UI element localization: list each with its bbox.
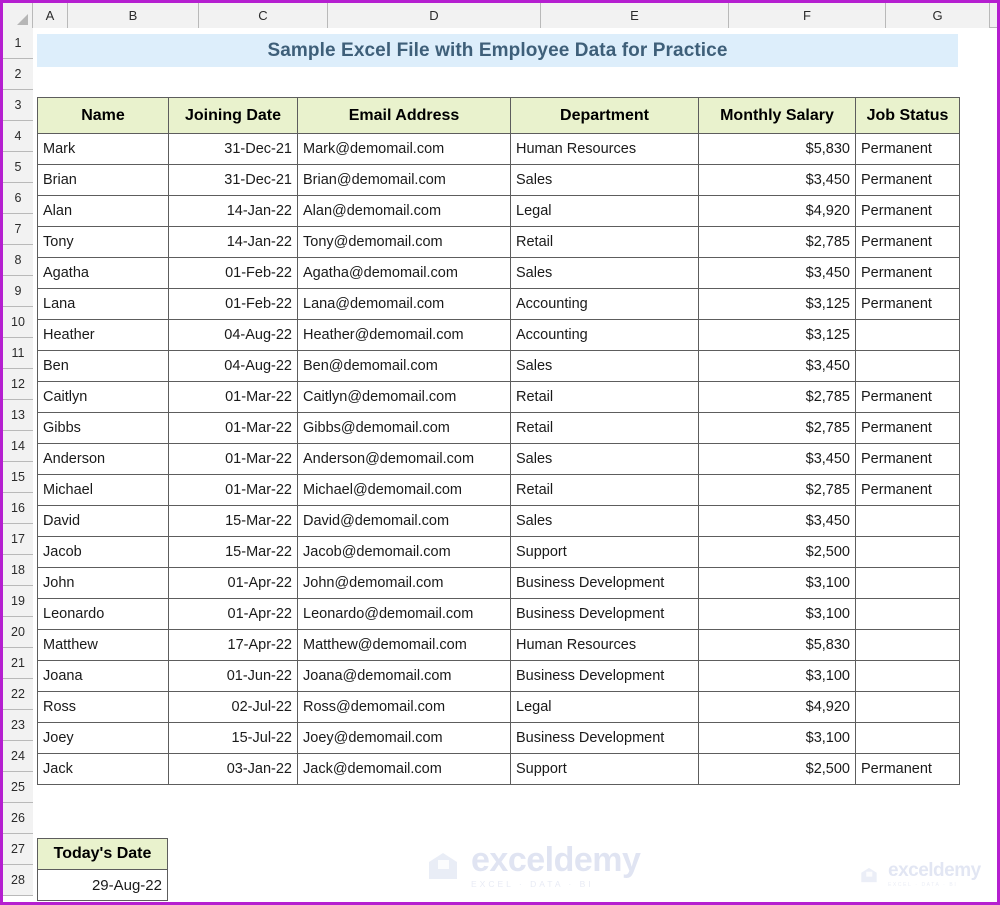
cell-job-status[interactable]: Permanent	[856, 289, 960, 320]
todays-date-value[interactable]: 29-Aug-22	[38, 870, 168, 901]
cell-name[interactable]: Anderson	[38, 444, 169, 475]
cell-salary[interactable]: $2,785	[699, 382, 856, 413]
column-header-f[interactable]: F	[729, 3, 886, 28]
cell-name[interactable]: Jack	[38, 754, 169, 785]
cell-joining-date[interactable]: 01-Mar-22	[169, 382, 298, 413]
row-header-25[interactable]: 25	[3, 772, 33, 803]
table-row	[38, 568, 960, 599]
cell-salary[interactable]: $3,100	[699, 661, 856, 692]
column-header-e[interactable]: E	[541, 3, 729, 28]
row-header-10[interactable]: 10	[3, 307, 33, 338]
page-title: Sample Excel File with Employee Data for Practice	[267, 39, 728, 61]
cell-name[interactable]: Joey	[38, 723, 169, 754]
cell-name[interactable]: Brian	[38, 165, 169, 196]
cell-job-status[interactable]	[856, 351, 960, 382]
cell-job-status[interactable]: Permanent	[856, 165, 960, 196]
row-header-2[interactable]: 2	[3, 59, 33, 90]
cell-job-status[interactable]	[856, 630, 960, 661]
todays-date-box[interactable]	[37, 838, 168, 901]
table-row	[38, 320, 960, 351]
cell-department[interactable]: Business Development	[511, 599, 699, 630]
cell-name[interactable]: Jacob	[38, 537, 169, 568]
cell-salary[interactable]: $2,500	[699, 537, 856, 568]
cell-joining-date[interactable]: 14-Jan-22	[169, 227, 298, 258]
cell-joining-date[interactable]: 01-Feb-22	[169, 289, 298, 320]
cell-job-status[interactable]: Permanent	[856, 258, 960, 289]
cell-job-status[interactable]: Permanent	[856, 754, 960, 785]
row-header-24[interactable]: 24	[3, 741, 33, 772]
row-header-14[interactable]: 14	[3, 431, 33, 462]
cell-joining-date[interactable]: 17-Apr-22	[169, 630, 298, 661]
cell-name[interactable]: Caitlyn	[38, 382, 169, 413]
cell-email[interactable]: Leonardo@demomail.com	[298, 599, 511, 630]
cell-salary[interactable]: $3,450	[699, 165, 856, 196]
cell-joining-date[interactable]: 04-Aug-22	[169, 351, 298, 382]
cell-joining-date[interactable]: 01-Mar-22	[169, 444, 298, 475]
spreadsheet	[3, 3, 997, 902]
cell-joining-date[interactable]: 31-Dec-21	[169, 134, 298, 165]
cell-salary[interactable]: $4,920	[699, 692, 856, 723]
cell-job-status[interactable]	[856, 537, 960, 568]
row-header-13[interactable]: 13	[3, 400, 33, 431]
row-header-9[interactable]: 9	[3, 276, 33, 307]
cell-name[interactable]: John	[38, 568, 169, 599]
employee-data-table[interactable]	[37, 97, 960, 785]
cell-name[interactable]: Agatha	[38, 258, 169, 289]
cell-email[interactable]: Heather@demomail.com	[298, 320, 511, 351]
table-row	[38, 289, 960, 320]
cell-department[interactable]: Legal	[511, 196, 699, 227]
cell-email[interactable]: Lana@demomail.com	[298, 289, 511, 320]
cell-email[interactable]: Jack@demomail.com	[298, 754, 511, 785]
cell-department[interactable]: Retail	[511, 382, 699, 413]
cell-name[interactable]: Ross	[38, 692, 169, 723]
row-header-28[interactable]: 28	[3, 865, 33, 896]
table-row	[38, 382, 960, 413]
row-header-8[interactable]: 8	[3, 245, 33, 276]
cell-email[interactable]: Brian@demomail.com	[298, 165, 511, 196]
row-header-18[interactable]: 18	[3, 555, 33, 586]
cell-job-status[interactable]	[856, 320, 960, 351]
cell-salary[interactable]: $3,100	[699, 599, 856, 630]
cell-email[interactable]: Joana@demomail.com	[298, 661, 511, 692]
cell-joining-date[interactable]: 15-Mar-22	[169, 506, 298, 537]
cell-department[interactable]: Accounting	[511, 289, 699, 320]
cell-name[interactable]: Heather	[38, 320, 169, 351]
cell-department[interactable]: Sales	[511, 258, 699, 289]
cell-department[interactable]: Legal	[511, 692, 699, 723]
column-header-b[interactable]: B	[68, 3, 199, 28]
table-row	[38, 630, 960, 661]
cell-job-status[interactable]	[856, 692, 960, 723]
column-header-job-status[interactable]: Job Status	[856, 98, 960, 134]
cell-name[interactable]: Joana	[38, 661, 169, 692]
table-row	[38, 258, 960, 289]
cell-salary[interactable]: $3,450	[699, 444, 856, 475]
table-row	[38, 537, 960, 568]
cell-job-status[interactable]: Permanent	[856, 475, 960, 506]
cell-salary[interactable]: $2,785	[699, 475, 856, 506]
cell-email[interactable]: Tony@demomail.com	[298, 227, 511, 258]
select-all-triangle-icon	[17, 14, 28, 25]
row-header-23[interactable]: 23	[3, 710, 33, 741]
cell-department[interactable]: Business Development	[511, 723, 699, 754]
column-header-joining-date[interactable]: Joining Date	[169, 98, 298, 134]
cell-job-status[interactable]	[856, 506, 960, 537]
column-header-g[interactable]: G	[886, 3, 990, 28]
column-header-strip	[3, 3, 997, 28]
row-header-22[interactable]: 22	[3, 679, 33, 710]
column-header-d[interactable]: D	[328, 3, 541, 28]
cell-name[interactable]: Ben	[38, 351, 169, 382]
cell-job-status[interactable]	[856, 568, 960, 599]
cell-job-status[interactable]: Permanent	[856, 382, 960, 413]
cell-department[interactable]: Human Resources	[511, 134, 699, 165]
table-header-row	[38, 98, 960, 134]
table-row	[38, 413, 960, 444]
cell-email[interactable]: John@demomail.com	[298, 568, 511, 599]
cell-joining-date[interactable]: 01-Feb-22	[169, 258, 298, 289]
table-row	[38, 475, 960, 506]
cell-joining-date[interactable]: 01-Mar-22	[169, 413, 298, 444]
cell-email[interactable]: Anderson@demomail.com	[298, 444, 511, 475]
cell-job-status[interactable]	[856, 723, 960, 754]
cell-salary[interactable]: $3,450	[699, 258, 856, 289]
cell-department[interactable]: Human Resources	[511, 630, 699, 661]
cell-name[interactable]: Alan	[38, 196, 169, 227]
row-header-gutter	[3, 28, 33, 896]
cell-joining-date[interactable]: 03-Jan-22	[169, 754, 298, 785]
watermark-brand-name: exceldemy	[888, 860, 981, 881]
cell-salary[interactable]: $4,920	[699, 196, 856, 227]
cell-email[interactable]: Matthew@demomail.com	[298, 630, 511, 661]
cell-email[interactable]: Joey@demomail.com	[298, 723, 511, 754]
select-all-corner-button[interactable]	[3, 3, 33, 28]
row-header-20[interactable]: 20	[3, 617, 33, 648]
cell-email[interactable]: Ben@demomail.com	[298, 351, 511, 382]
row-header-1[interactable]: 1	[3, 28, 33, 59]
cell-name[interactable]: Tony	[38, 227, 169, 258]
cell-joining-date[interactable]: 01-Apr-22	[169, 599, 298, 630]
cell-department[interactable]: Retail	[511, 413, 699, 444]
todays-date-label: Today's Date	[38, 839, 168, 870]
cell-job-status[interactable]: Permanent	[856, 413, 960, 444]
cell-email[interactable]: Agatha@demomail.com	[298, 258, 511, 289]
cell-salary[interactable]: $3,125	[699, 320, 856, 351]
cell-salary[interactable]: $5,830	[699, 134, 856, 165]
table-row	[38, 754, 960, 785]
cell-department[interactable]: Sales	[511, 165, 699, 196]
cell-name[interactable]: Leonardo	[38, 599, 169, 630]
row-header-15[interactable]: 15	[3, 462, 33, 493]
column-header-department[interactable]: Department	[511, 98, 699, 134]
cell-joining-date[interactable]: 14-Jan-22	[169, 196, 298, 227]
watermark-tagline: EXCEL · DATA · BI	[888, 882, 958, 888]
cell-name[interactable]: Mark	[38, 134, 169, 165]
row-header-27[interactable]: 27	[3, 834, 33, 865]
cell-joining-date[interactable]: 01-Apr-22	[169, 568, 298, 599]
column-header-email[interactable]: Email Address	[298, 98, 511, 134]
table-row	[38, 599, 960, 630]
cell-email[interactable]: David@demomail.com	[298, 506, 511, 537]
cell-name[interactable]: Michael	[38, 475, 169, 506]
cell-department[interactable]: Support	[511, 754, 699, 785]
row-header-7[interactable]: 7	[3, 214, 33, 245]
cell-joining-date[interactable]: 01-Jun-22	[169, 661, 298, 692]
table-row	[38, 444, 960, 475]
cell-email[interactable]: Michael@demomail.com	[298, 475, 511, 506]
cell-email[interactable]: Gibbs@demomail.com	[298, 413, 511, 444]
row-header-11[interactable]: 11	[3, 338, 33, 369]
row-header-6[interactable]: 6	[3, 183, 33, 214]
table-row	[38, 351, 960, 382]
cell-department[interactable]: Support	[511, 537, 699, 568]
cell-email[interactable]: Caitlyn@demomail.com	[298, 382, 511, 413]
table-row	[38, 134, 960, 165]
employee-rows	[38, 134, 960, 785]
column-header-name[interactable]: Name	[38, 98, 169, 134]
table-row	[38, 692, 960, 723]
cell-salary[interactable]: $3,100	[699, 568, 856, 599]
cell-job-status[interactable]: Permanent	[856, 134, 960, 165]
cell-email[interactable]: Ross@demomail.com	[298, 692, 511, 723]
cell-job-status[interactable]	[856, 661, 960, 692]
cell-job-status[interactable]	[856, 599, 960, 630]
cell-department[interactable]: Sales	[511, 351, 699, 382]
row-header-16[interactable]: 16	[3, 493, 33, 524]
cell-name[interactable]: Gibbs	[38, 413, 169, 444]
cell-job-status[interactable]: Permanent	[856, 196, 960, 227]
row-header-4[interactable]: 4	[3, 121, 33, 152]
cell-name[interactable]: David	[38, 506, 169, 537]
cell-name[interactable]: Lana	[38, 289, 169, 320]
column-header-c[interactable]: C	[199, 3, 328, 28]
watermark-brand-name: exceldemy	[471, 841, 641, 879]
row-header-21[interactable]: 21	[3, 648, 33, 679]
row-header-19[interactable]: 19	[3, 586, 33, 617]
cell-department[interactable]: Business Development	[511, 661, 699, 692]
cell-joining-date[interactable]: 02-Jul-22	[169, 692, 298, 723]
cell-department[interactable]: Retail	[511, 475, 699, 506]
cell-department[interactable]: Sales	[511, 506, 699, 537]
cell-email[interactable]: Mark@demomail.com	[298, 134, 511, 165]
cell-joining-date[interactable]: 31-Dec-21	[169, 165, 298, 196]
table-row	[38, 661, 960, 692]
column-header-a[interactable]: A	[33, 3, 68, 28]
cell-department[interactable]: Retail	[511, 227, 699, 258]
cell-job-status[interactable]: Permanent	[856, 444, 960, 475]
column-header-salary[interactable]: Monthly Salary	[699, 98, 856, 134]
row-header-17[interactable]: 17	[3, 524, 33, 555]
watermark-tagline: EXCEL · DATA · BI	[471, 879, 594, 889]
cell-joining-date[interactable]: 15-Jul-22	[169, 723, 298, 754]
cell-department[interactable]: Accounting	[511, 320, 699, 351]
cell-salary[interactable]: $2,500	[699, 754, 856, 785]
cell-joining-date[interactable]: 01-Mar-22	[169, 475, 298, 506]
table-row	[38, 723, 960, 754]
row-header-26[interactable]: 26	[3, 803, 33, 834]
cell-joining-date[interactable]: 04-Aug-22	[169, 320, 298, 351]
table-row	[38, 196, 960, 227]
cell-salary[interactable]: $2,785	[699, 227, 856, 258]
cell-salary[interactable]: $2,785	[699, 413, 856, 444]
table-row	[38, 506, 960, 537]
cell-joining-date[interactable]: 15-Mar-22	[169, 537, 298, 568]
cell-name[interactable]: Matthew	[38, 630, 169, 661]
cell-email[interactable]: Jacob@demomail.com	[298, 537, 511, 568]
cell-salary[interactable]: $5,830	[699, 630, 856, 661]
row-header-3[interactable]: 3	[3, 90, 33, 121]
cell-salary[interactable]: $3,450	[699, 351, 856, 382]
row-header-5[interactable]: 5	[3, 152, 33, 183]
sheet-title-banner[interactable]	[37, 34, 958, 67]
cell-department[interactable]: Business Development	[511, 568, 699, 599]
cell-department[interactable]: Sales	[511, 444, 699, 475]
cell-salary[interactable]: $3,450	[699, 506, 856, 537]
row-header-12[interactable]: 12	[3, 369, 33, 400]
cell-salary[interactable]: $3,125	[699, 289, 856, 320]
table-row	[38, 165, 960, 196]
cell-email[interactable]: Alan@demomail.com	[298, 196, 511, 227]
cell-salary[interactable]: $3,100	[699, 723, 856, 754]
cell-job-status[interactable]: Permanent	[856, 227, 960, 258]
table-row	[38, 227, 960, 258]
